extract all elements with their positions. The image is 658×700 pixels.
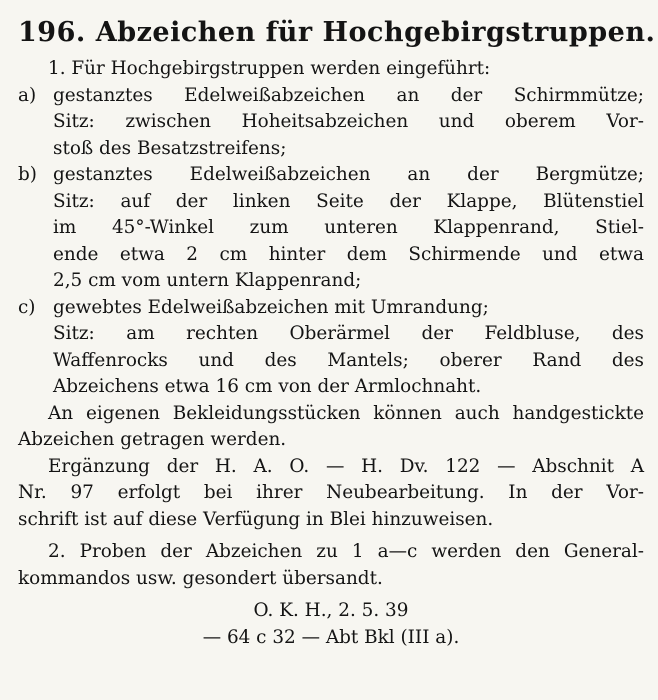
text-line: kommandos usw. gesondert übersandt. bbox=[18, 567, 383, 589]
text-line: gewebtes Edelweißabzeichen mit Umrandung; bbox=[53, 296, 489, 318]
signature-reference: — 64 c 32 — Abt Bkl (III a). bbox=[202, 626, 460, 648]
list-marker-c: c) bbox=[18, 296, 36, 318]
text-line: schrift ist auf diese Verfügung in Blei hinzuweisen. bbox=[18, 508, 494, 530]
section-heading bbox=[18, 14, 656, 52]
list-item-b bbox=[18, 162, 644, 295]
section-title: Abzeichen für Hochgebirgstruppen. bbox=[95, 17, 656, 48]
list-item-a bbox=[18, 83, 644, 163]
text-line: An eigenen Bekleidungsstücken können auch handgestickte bbox=[48, 402, 644, 424]
list-marker-b: b) bbox=[18, 164, 37, 185]
list-content-b bbox=[53, 162, 644, 295]
text-line: Abzeichen getragen werden. bbox=[18, 429, 287, 450]
text-line: Sitz: auf der linken Seite der Klappe, Blütenstiel bbox=[53, 190, 644, 212]
text-line: im 45°-Winkel zum unteren Klappenrand, Stiel- bbox=[53, 217, 644, 238]
list-item-c bbox=[18, 295, 644, 401]
text-line: 2,5 cm vom untern Klappenrand; bbox=[53, 270, 362, 291]
paragraph-note-1 bbox=[18, 401, 644, 454]
paragraph-section-2 bbox=[18, 539, 644, 592]
text-line: Sitz: zwischen Hoheitsabzeichen und oberem Vor- bbox=[53, 111, 644, 132]
signature-date: O. K. H., 2. 5. 39 bbox=[253, 600, 409, 621]
text-line: Abzeichens etwa 16 cm von der Armlochnaht. bbox=[53, 376, 482, 397]
text-line: Sitz: am rechten Oberärmel der Feldbluse, des bbox=[53, 323, 644, 344]
section-number: 196. bbox=[18, 17, 86, 48]
paragraph-note-2 bbox=[18, 454, 644, 534]
list-content-c bbox=[53, 295, 644, 401]
text-line: Nr. 97 erfolgt bei ihrer Neubearbeitung. In der Vor- bbox=[18, 482, 644, 503]
text-line: stoß des Besatzstreifens; bbox=[53, 137, 287, 159]
list-marker-a: a) bbox=[18, 84, 37, 106]
text-line: ende etwa 2 cm hinter dem Schirmende und etwa bbox=[53, 243, 644, 265]
text-line: Waffenrocks und des Mantels; oberer Rand des bbox=[53, 349, 644, 371]
text-line: gestanztes Edelweißabzeichen an der Schirmmütze; bbox=[53, 84, 644, 106]
text-line: Ergänzung der H. A. O. — H. Dv. 122 — Abschnit A bbox=[48, 455, 644, 477]
intro-line: 1. Für Hochgebirgstruppen werden eingeführt: bbox=[48, 58, 491, 79]
list-content-a bbox=[53, 83, 644, 163]
text-line: gestanztes Edelweißabzeichen an der Bergmütze; bbox=[53, 164, 644, 185]
text-line: 2. Proben der Abzeichen zu 1 a—c werden den General- bbox=[48, 541, 644, 562]
